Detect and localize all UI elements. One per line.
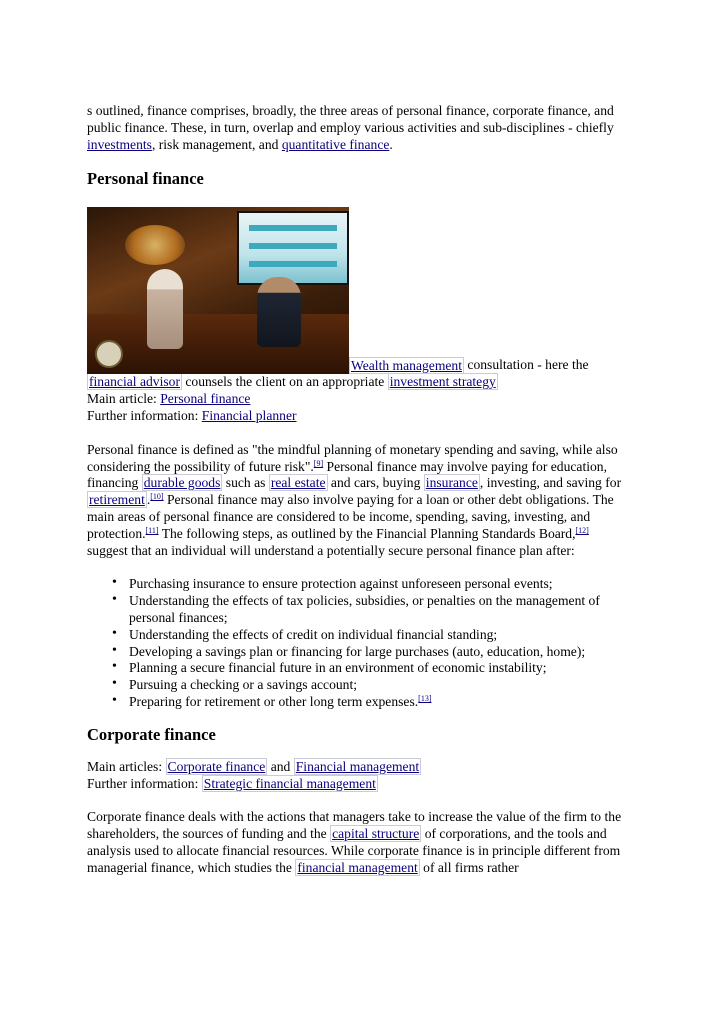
article-body [87,103,632,877]
caption-text: consultation - here the [464,357,589,373]
para-text: Personal finance is defined as "the mindful planning of monetary spending and saving, while also considering the possibility of future risk". [87,441,618,474]
para-text: and cars, buying [327,475,424,491]
corporate-finance-paragraph [87,809,632,876]
link-personal-finance[interactable]: Personal finance [160,391,251,407]
link-durable-goods[interactable]: durable goods [143,475,221,491]
para-text: , investing, and saving for [479,475,622,491]
link-financial-management[interactable]: Financial management [295,758,420,774]
list-item: • Purchasing insurance to ensure protection against unforeseen personal events; [129,576,632,593]
advisor-figure [257,277,301,347]
further-info-label: Further information: [87,775,202,791]
link-quantitative-finance[interactable]: quantitative finance [281,136,390,152]
link-investment-strategy[interactable]: investment strategy [389,374,496,390]
main-article-label: Main article: [87,391,161,407]
heading-personal-finance: Personal finance [87,169,204,189]
list-item: • Understanding the effects of tax policies, subsidies, or penalties on the management of personal finances; [129,593,632,627]
link-wealth-management[interactable]: Wealth management [351,357,463,373]
link-financial-planner[interactable]: Financial planner [201,407,297,423]
conference-table [87,314,349,374]
para-text: such as [222,475,269,491]
intro-text: , risk management, and [151,136,282,152]
list-item: • Pursuing a checking or a savings account; [129,677,632,694]
further-info-line [87,776,632,793]
link-financial-management-2[interactable]: financial management [297,859,418,875]
heading-corporate-finance: Corporate finance [87,724,216,744]
ref-9[interactable]: [9] [313,458,324,468]
tv-screen [237,211,349,285]
wealth-management-photo [87,207,349,374]
ref-12[interactable]: [12] [575,525,589,535]
personal-finance-steps-list [87,576,632,710]
para-text: Personal finance may also involve paying for a loan or other debt obligations. The main areas of personal finance are considered to be income, spending, saving, investing, and protection. [87,492,614,541]
intro-text: s outlined, finance comprises, broadly, the three areas of personal finance, corporate finance, and public finance. These, in turn, overlap and employ various activities and sub-disciplines - chiefly [87,103,614,135]
list-item: • Developing a savings plan or financing for large purchases (auto, education, home); [129,644,632,661]
and-text: and [267,758,294,774]
para-text: suggest that an individual will understand a potentially secure personal finance plan after: [87,542,575,558]
further-info-label: Further information: [87,407,202,423]
link-real-estate[interactable]: real estate [270,475,326,491]
intro-text: . [389,136,393,152]
para-text: of corporations, and the tools and analysis used to allocate financial resources. While corporate finance is in principle different from managerial finance, which studies the [87,826,621,875]
ref-10[interactable]: [10] [150,492,164,502]
main-article-line [87,391,632,408]
link-retirement[interactable]: retirement [89,492,145,508]
caption-text: counsels the client on an appropriate [181,374,388,390]
personal-finance-paragraph [87,442,632,560]
figure-caption-row [87,207,632,391]
lamp-glow [125,225,185,265]
main-articles-line [87,759,632,776]
link-insurance[interactable]: insurance [425,475,478,491]
link-capital-structure[interactable]: capital structure [332,826,420,842]
para-text: . [146,492,151,508]
list-item-text: Preparing for retirement or other long term expenses. [129,693,419,709]
link-investments[interactable]: investments [87,136,152,152]
link-corporate-finance[interactable]: Corporate finance [167,758,266,774]
list-item: • Planning a secure financial future in an environment of economic instability; [129,660,632,677]
further-info-line [87,408,632,425]
ref-13[interactable]: [13] [418,693,432,703]
link-strategic-financial-management[interactable]: Strategic financial management [203,775,376,791]
list-item: • Understanding the effects of credit on individual financial standing; [129,627,632,644]
para-text: Corporate finance deals with the actions that managers take to increase the value of the firm to the shareholders, the sources of funding and the [87,809,622,842]
client-figure [147,269,183,349]
link-financial-advisor[interactable]: financial advisor [89,374,180,390]
para-text: The following steps, as outlined by the Financial Planning Standards Board, [158,525,576,541]
para-text: Personal finance may involve paying for education, financing [87,458,607,491]
intro-paragraph [87,103,632,153]
main-articles-label: Main articles: [87,758,166,774]
list-item [129,694,632,711]
para-text: of all firms rather [419,859,519,875]
ref-11[interactable]: [11] [145,525,159,535]
